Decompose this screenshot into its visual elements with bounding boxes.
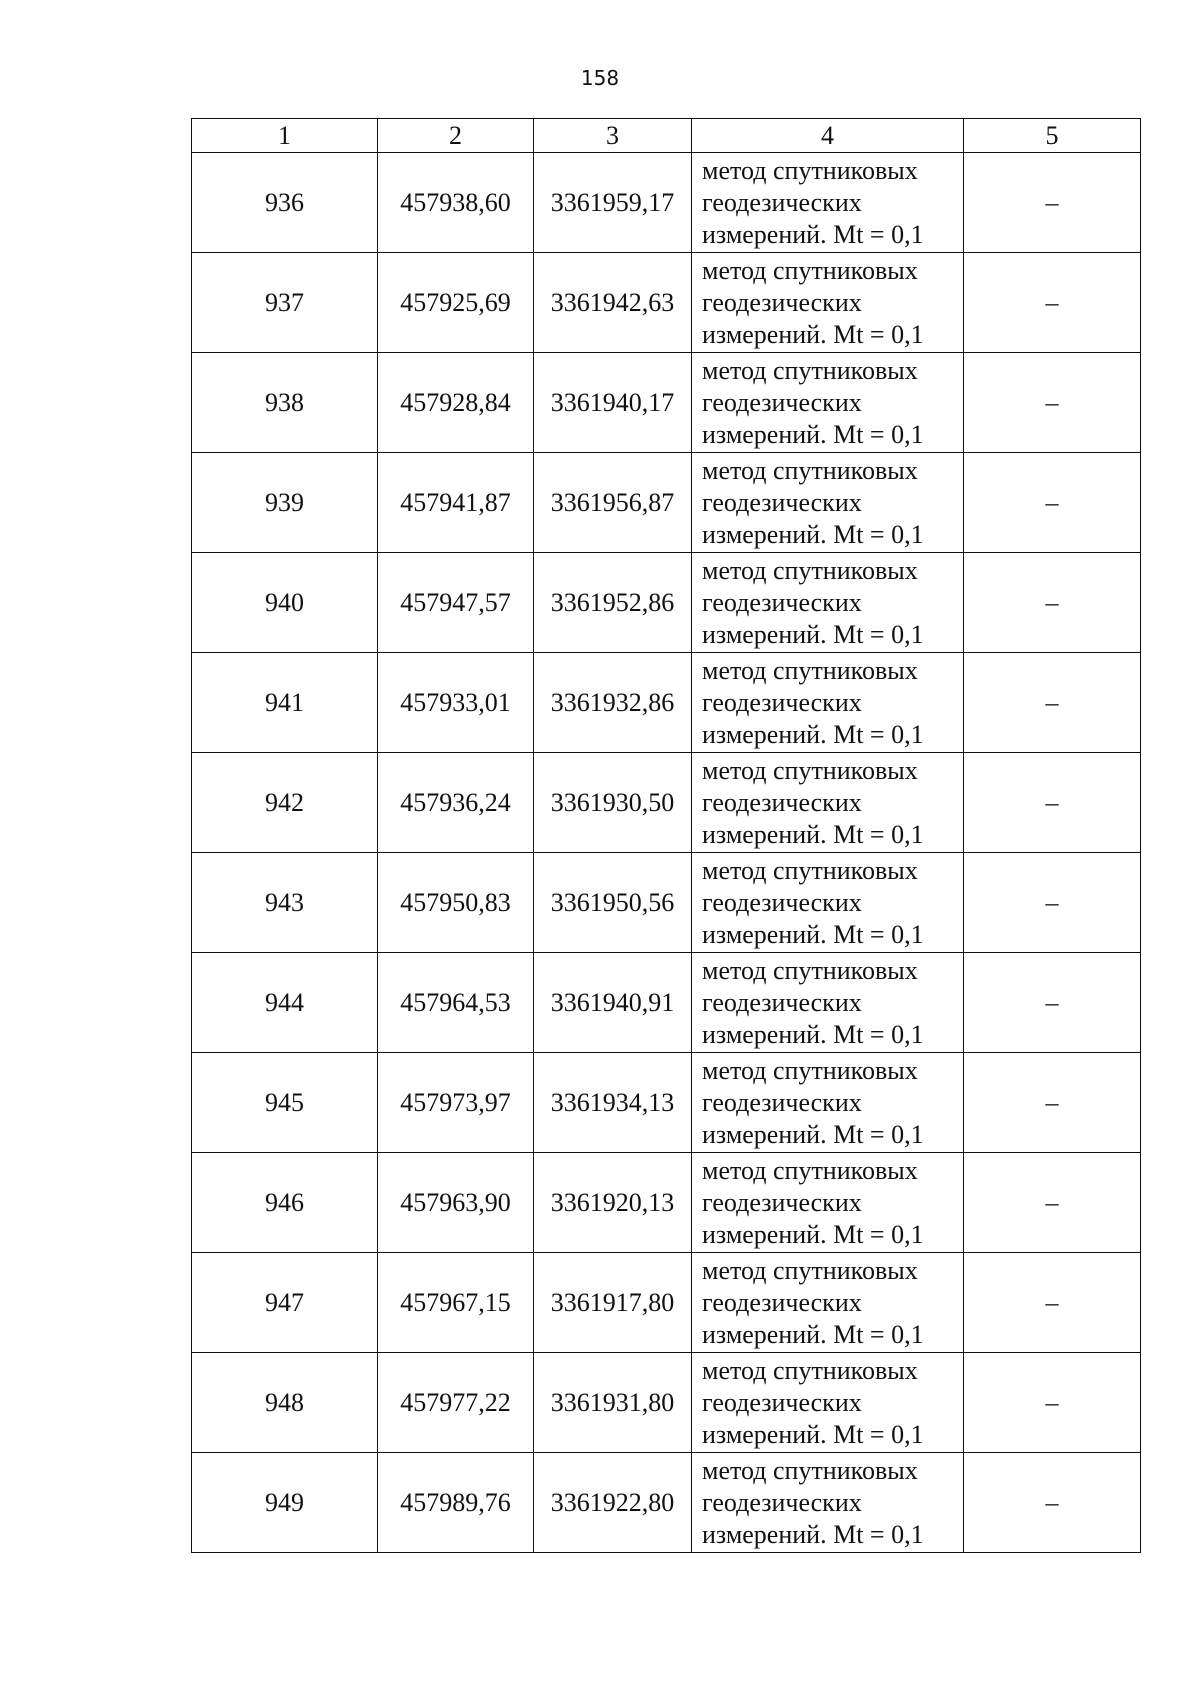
x-coordinate-cell: 457947,57: [378, 553, 534, 653]
table-row: [192, 853, 1141, 953]
method-line: геодезических: [702, 1287, 862, 1317]
method-line: измерений. Mt = 0,1: [702, 1519, 924, 1549]
method-cell: [692, 1053, 964, 1153]
method-cell: [692, 453, 964, 553]
table-row: [192, 1253, 1141, 1353]
page-number: 158: [580, 66, 620, 90]
x-coordinate-cell: 457963,90: [378, 1153, 534, 1253]
x-coordinate-cell: 457977,22: [378, 1353, 534, 1453]
method-line: метод спутниковых: [702, 1055, 918, 1085]
point-number-cell: 942: [192, 753, 378, 853]
x-coordinate-cell: 457950,83: [378, 853, 534, 953]
method-line: измерений. Mt = 0,1: [702, 819, 924, 849]
method-line: измерений. Mt = 0,1: [702, 1119, 924, 1149]
method-line: измерений. Mt = 0,1: [702, 319, 924, 349]
table-row: [192, 253, 1141, 353]
method-cell: [692, 1253, 964, 1353]
table-row: [192, 653, 1141, 753]
y-coordinate-cell: 3361959,17: [534, 153, 692, 253]
note-cell: –: [964, 1353, 1141, 1453]
column-header-2: 2: [378, 119, 534, 153]
table-row: [192, 753, 1141, 853]
method-line: геодезических: [702, 687, 862, 717]
method-line: метод спутниковых: [702, 655, 918, 685]
y-coordinate-cell: 3361932,86: [534, 653, 692, 753]
method-cell: [692, 753, 964, 853]
table-header: [192, 119, 1141, 153]
x-coordinate-cell: 457938,60: [378, 153, 534, 253]
x-coordinate-cell: 457967,15: [378, 1253, 534, 1353]
method-line: геодезических: [702, 387, 862, 417]
x-coordinate-cell: 457925,69: [378, 253, 534, 353]
note-cell: –: [964, 453, 1141, 553]
method-line: геодезических: [702, 787, 862, 817]
method-line: геодезических: [702, 1487, 862, 1517]
note-cell: –: [964, 1453, 1141, 1553]
point-number-cell: 940: [192, 553, 378, 653]
table-row: [192, 553, 1141, 653]
method-line: геодезических: [702, 487, 862, 517]
method-line: геодезических: [702, 1087, 862, 1117]
y-coordinate-cell: 3361940,17: [534, 353, 692, 453]
point-number-cell: 944: [192, 953, 378, 1053]
point-number-cell: 947: [192, 1253, 378, 1353]
point-number-cell: 948: [192, 1353, 378, 1453]
note-cell: –: [964, 1153, 1141, 1253]
method-line: измерений. Mt = 0,1: [702, 1319, 924, 1349]
table-row: [192, 1153, 1141, 1253]
note-cell: –: [964, 753, 1141, 853]
table-row: [192, 1453, 1141, 1553]
method-line: геодезических: [702, 887, 862, 917]
note-cell: –: [964, 353, 1141, 453]
note-cell: –: [964, 553, 1141, 653]
note-cell: –: [964, 853, 1141, 953]
y-coordinate-cell: 3361940,91: [534, 953, 692, 1053]
method-cell: [692, 1153, 964, 1253]
method-line: геодезических: [702, 1387, 862, 1417]
method-cell: [692, 653, 964, 753]
y-coordinate-cell: 3361930,50: [534, 753, 692, 853]
method-line: геодезических: [702, 187, 862, 217]
table-row: [192, 353, 1141, 453]
table-row: [192, 1053, 1141, 1153]
x-coordinate-cell: 457973,97: [378, 1053, 534, 1153]
note-cell: –: [964, 1053, 1141, 1153]
point-number-cell: 939: [192, 453, 378, 553]
method-line: измерений. Mt = 0,1: [702, 1019, 924, 1049]
method-line: измерений. Mt = 0,1: [702, 519, 924, 549]
method-line: метод спутниковых: [702, 455, 918, 485]
y-coordinate-cell: 3361952,86: [534, 553, 692, 653]
point-number-cell: 938: [192, 353, 378, 453]
method-line: геодезических: [702, 987, 862, 1017]
method-line: измерений. Mt = 0,1: [702, 1419, 924, 1449]
method-line: измерений. Mt = 0,1: [702, 1219, 924, 1249]
method-line: метод спутниковых: [702, 855, 918, 885]
note-cell: –: [964, 653, 1141, 753]
point-number-cell: 937: [192, 253, 378, 353]
x-coordinate-cell: 457989,76: [378, 1453, 534, 1553]
method-line: метод спутниковых: [702, 1355, 918, 1385]
method-cell: [692, 853, 964, 953]
note-cell: –: [964, 253, 1141, 353]
method-line: метод спутниковых: [702, 955, 918, 985]
method-line: измерений. Mt = 0,1: [702, 619, 924, 649]
method-line: измерений. Mt = 0,1: [702, 719, 924, 749]
note-cell: –: [964, 153, 1141, 253]
method-line: метод спутниковых: [702, 355, 918, 385]
coordinates-table: [191, 118, 1141, 1553]
table-row: [192, 953, 1141, 1053]
note-cell: –: [964, 1253, 1141, 1353]
y-coordinate-cell: 3361934,13: [534, 1053, 692, 1153]
point-number-cell: 936: [192, 153, 378, 253]
y-coordinate-cell: 3361917,80: [534, 1253, 692, 1353]
method-cell: [692, 1453, 964, 1553]
x-coordinate-cell: 457928,84: [378, 353, 534, 453]
method-cell: [692, 553, 964, 653]
note-cell: –: [964, 953, 1141, 1053]
point-number-cell: 945: [192, 1053, 378, 1153]
y-coordinate-cell: 3361931,80: [534, 1353, 692, 1453]
method-line: измерений. Mt = 0,1: [702, 219, 924, 249]
x-coordinate-cell: 457941,87: [378, 453, 534, 553]
method-line: геодезических: [702, 1187, 862, 1217]
column-header-3: 3: [534, 119, 692, 153]
method-line: метод спутниковых: [702, 1255, 918, 1285]
point-number-cell: 941: [192, 653, 378, 753]
method-line: метод спутниковых: [702, 1155, 918, 1185]
method-line: геодезических: [702, 587, 862, 617]
method-line: измерений. Mt = 0,1: [702, 919, 924, 949]
method-line: метод спутниковых: [702, 255, 918, 285]
point-number-cell: 943: [192, 853, 378, 953]
method-line: геодезических: [702, 287, 862, 317]
y-coordinate-cell: 3361920,13: [534, 1153, 692, 1253]
method-line: метод спутниковых: [702, 1455, 918, 1485]
header-row: [192, 119, 1141, 153]
y-coordinate-cell: 3361922,80: [534, 1453, 692, 1553]
method-line: метод спутниковых: [702, 555, 918, 585]
method-line: метод спутниковых: [702, 155, 918, 185]
x-coordinate-cell: 457964,53: [378, 953, 534, 1053]
table-row: [192, 153, 1141, 253]
point-number-cell: 946: [192, 1153, 378, 1253]
method-cell: [692, 353, 964, 453]
method-line: измерений. Mt = 0,1: [702, 419, 924, 449]
point-number-cell: 949: [192, 1453, 378, 1553]
table-body: [192, 153, 1141, 1553]
column-header-1: 1: [192, 119, 378, 153]
method-line: метод спутниковых: [702, 755, 918, 785]
x-coordinate-cell: 457936,24: [378, 753, 534, 853]
method-cell: [692, 1353, 964, 1453]
column-header-5: 5: [964, 119, 1141, 153]
method-cell: [692, 153, 964, 253]
y-coordinate-cell: 3361942,63: [534, 253, 692, 353]
method-cell: [692, 953, 964, 1053]
method-cell: [692, 253, 964, 353]
table-row: [192, 1353, 1141, 1453]
x-coordinate-cell: 457933,01: [378, 653, 534, 753]
y-coordinate-cell: 3361956,87: [534, 453, 692, 553]
y-coordinate-cell: 3361950,56: [534, 853, 692, 953]
column-header-4: 4: [692, 119, 964, 153]
table-row: [192, 453, 1141, 553]
